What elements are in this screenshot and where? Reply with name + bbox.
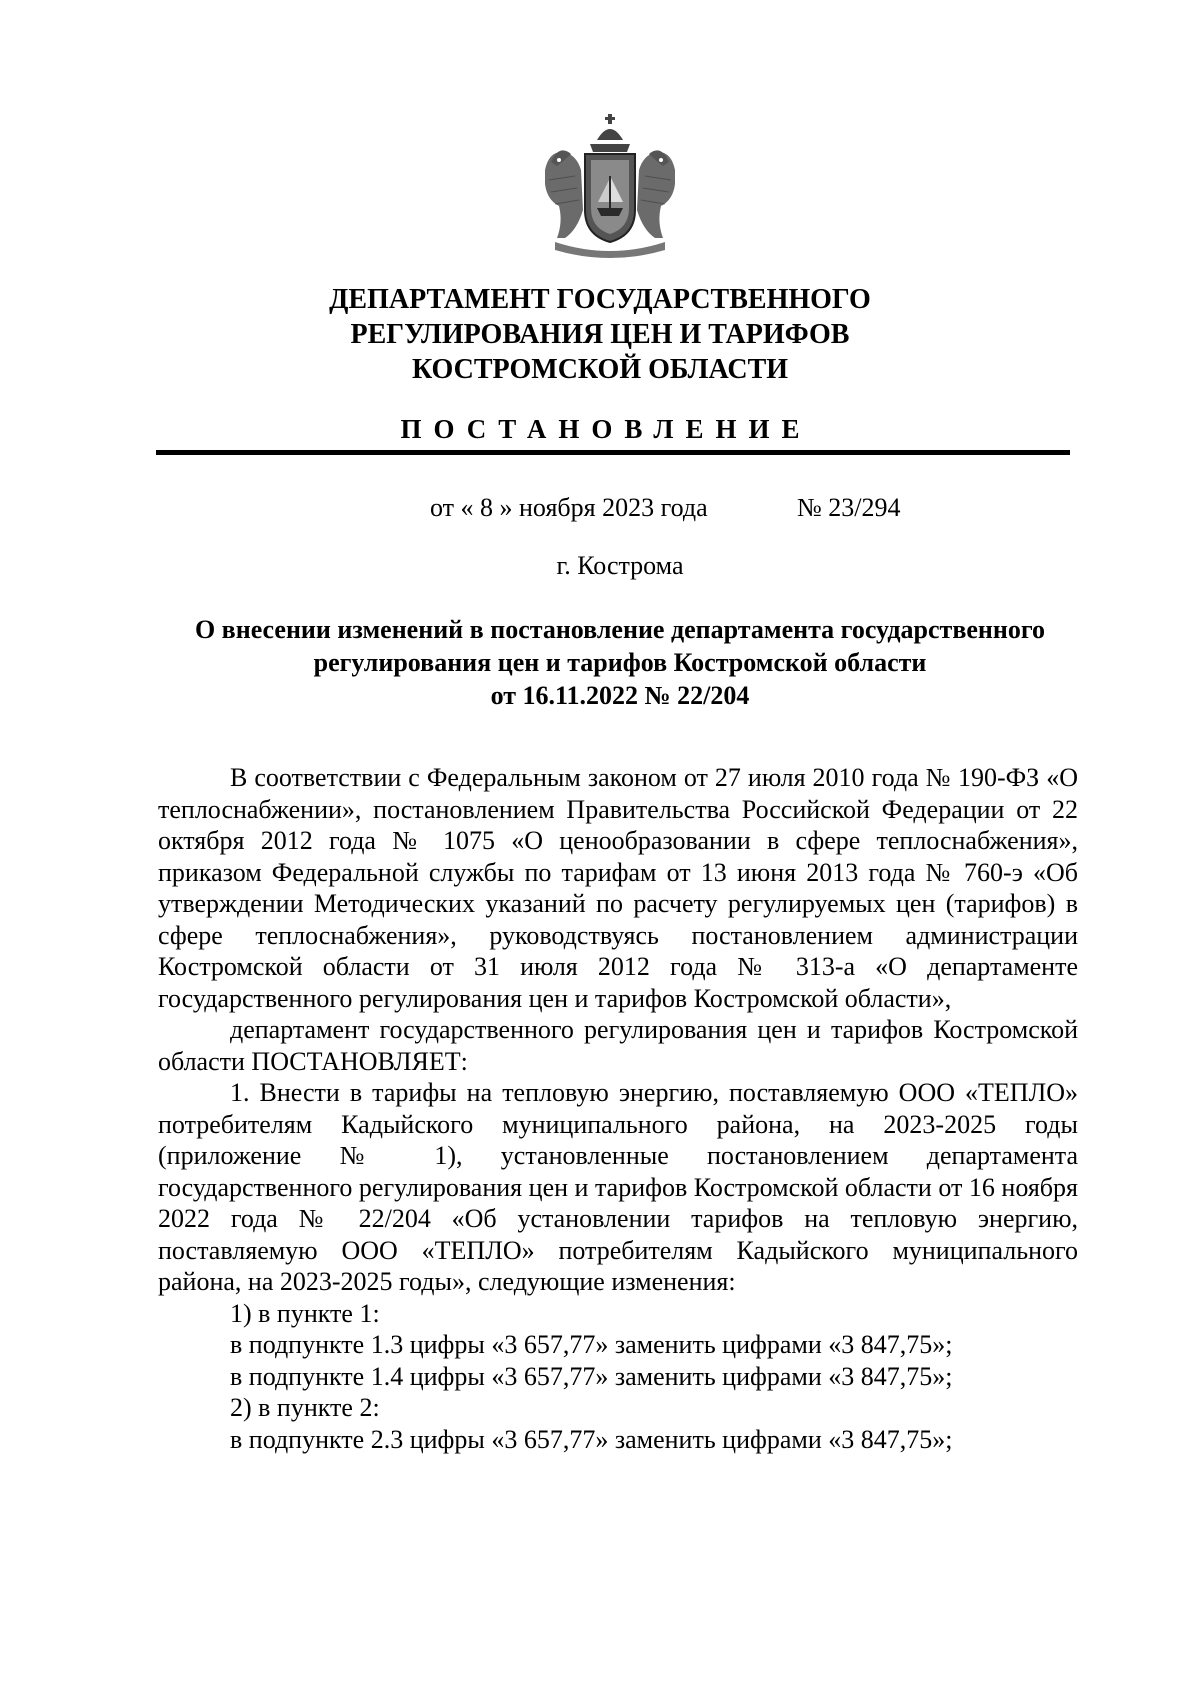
document-number: № 23/294 (797, 493, 901, 522)
department-title-line: КОСТРОМСКОЙ ОБЛАСТИ (411, 354, 789, 385)
document-city: г. Кострома (556, 551, 684, 580)
body-paragraph: в подпункте 2.3 цифры «3 657,77» заменить цифрами «3 847,75»; (230, 1424, 953, 1454)
body-paragraph: 1. Внести в тарифы на тепловую энергию, поставляемую ООО «ТЕПЛО» потребителям Кадыйского муниципального района, на 2023-2025 годы (приложение № 1), установленные постановлением департамента государственного регулирования цен и тарифов Костромской области от 16 ноября 2022 года № 22/204 «Об установлении тарифов на тепловую энергию, поставляемую ООО «ТЕПЛО» потребителям Кадыйского муниципального района, на 2023-2025 годы», следующие изменения: (158, 1078, 1078, 1296)
body-paragraph: в подпункте 1.4 цифры «3 657,77» заменить цифрами «3 847,75»; (230, 1361, 953, 1391)
body-paragraph: 1) в пункте 1: (230, 1298, 380, 1328)
document-subject (150, 613, 1090, 712)
department-title-line: РЕГУЛИРОВАНИЯ ЦЕН И ТАРИФОВ (350, 319, 850, 350)
body-paragraph: в подпункте 1.3 цифры «3 657,77» заменить цифрами «3 847,75»; (230, 1330, 953, 1359)
subject-line: регулирования цен и тарифов Костромской области (313, 648, 927, 677)
body-paragraph: 2) в пункте 2: (230, 1393, 380, 1422)
header-divider (156, 450, 1070, 455)
body-paragraph: В соответствии с Федеральным законом от 27 июля 2010 года № 190-ФЗ «О теплоснабжении», постановлением Правительства Российской Федерации от 22 октября 2012 года № 1075 «О ценообразовании в сфере теплоснабжения», приказом Федеральной службы по тарифам от 13 июня 2013 года № 760-э «Об утверждении Методических указаний по расчету регулируемых цен (тарифов) в сфере теплоснабжения», руководствуясь постановлением администрации Костромской области от 31 июля 2012 года № 313-а «О департаменте государственного регулирования цен и тарифов Костромской области», (158, 763, 1078, 1013)
document-date: от « 8 » ноября 2023 года (430, 493, 708, 522)
document-type-heading: ПОСТАНОВЛЕНИЕ (400, 414, 812, 444)
department-title (150, 282, 1050, 387)
department-title-line: ДЕПАРТАМЕНТ ГОСУДАРСТВЕННОГО (329, 284, 871, 315)
document-body (158, 762, 1078, 1455)
body-paragraph: департамент государственного регулирования цен и тарифов Костромской области ПОСТАНОВЛЯЕТ: (158, 1015, 1078, 1076)
coat-of-arms-icon (535, 110, 685, 268)
subject-line: О внесении изменений в постановление департамента государственного (194, 615, 1046, 644)
subject-line: от 16.11.2022 № 22/204 (490, 681, 750, 710)
